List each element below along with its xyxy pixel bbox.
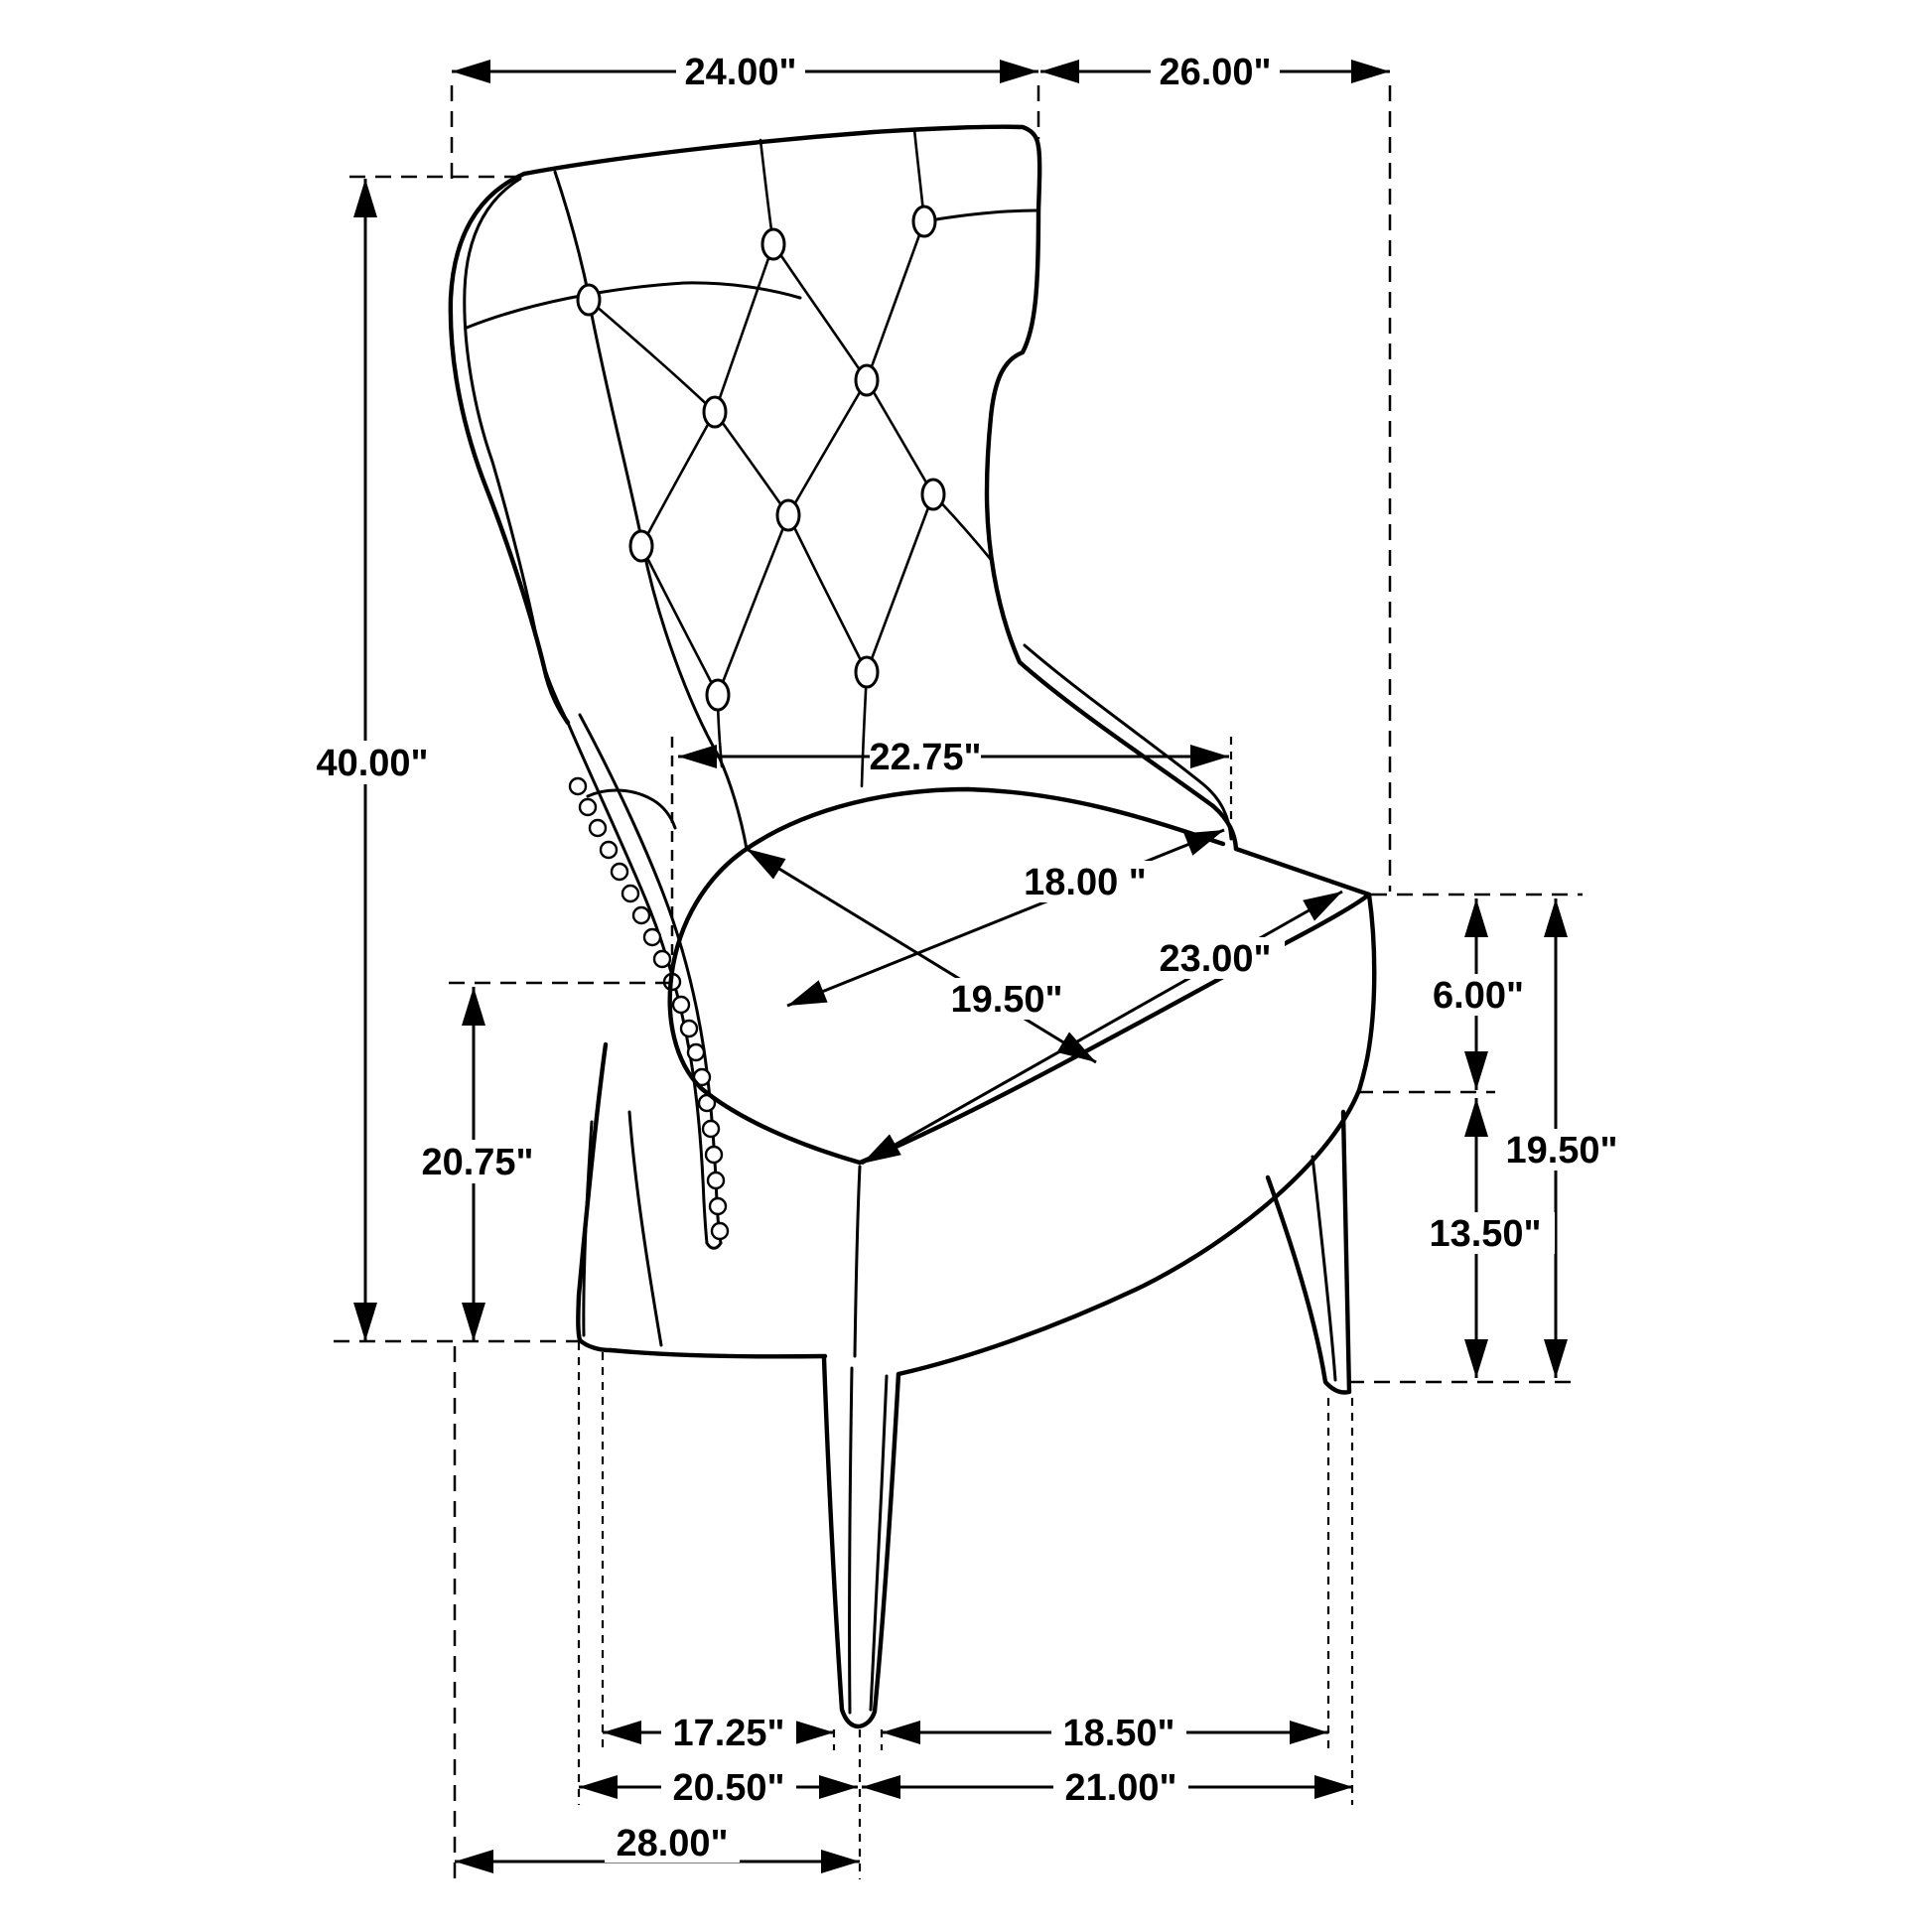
button (777, 500, 799, 530)
headrest-bottom-seam (467, 283, 800, 328)
button (856, 657, 878, 687)
button (578, 285, 600, 315)
chair-drawing (451, 127, 1374, 1726)
nailheads (570, 778, 728, 1239)
dim-26-label: 26.00" (1159, 52, 1272, 93)
skirt-bottom-left (611, 1350, 825, 1356)
dim-2275-label: 22.75" (869, 737, 982, 778)
body-right-and-bottom (898, 895, 1374, 1374)
back-top-edge (524, 127, 1039, 210)
left-leg (578, 1044, 661, 1350)
wing-right-piping (1025, 645, 1231, 839)
button (922, 480, 944, 509)
button (762, 229, 784, 259)
seat-corner-segment (1236, 849, 1369, 895)
dim-195-seat-label: 19.50" (950, 979, 1063, 1021)
dim-2800-label: 28.00" (616, 1823, 729, 1864)
button (707, 680, 729, 710)
corner-piping (855, 1167, 860, 1356)
dim-1350-label: 13.50" (1429, 1213, 1542, 1255)
dim-6-label: 6.00" (1433, 975, 1524, 1017)
wing-left-inner-roll (465, 179, 568, 723)
headrest-corner-fold (555, 172, 589, 296)
dim-2050-label: 20.50" (672, 1767, 785, 1809)
dim-195-right-label: 19.50" (1505, 1130, 1618, 1172)
dim-24-label: 24.00" (684, 52, 797, 93)
dim-1850-label: 18.50" (1062, 1713, 1175, 1754)
button (630, 531, 652, 561)
button (704, 397, 726, 427)
dimension-lines (365, 71, 1556, 1862)
button (856, 365, 878, 395)
seat-back-edge (747, 789, 1223, 849)
right-leg (1268, 1112, 1349, 1393)
headrest-right-seam (924, 210, 1036, 221)
button (913, 207, 935, 236)
dim-1725-label: 17.25" (672, 1713, 785, 1754)
dim-18-label: 18.00 " (1024, 862, 1147, 903)
dim-23-label: 23.00" (1159, 938, 1272, 980)
dim-40-label: 40.00" (316, 743, 429, 784)
dimension-labels (316, 52, 1617, 1864)
label-backgrounds (298, 52, 1631, 1863)
dim-2075-label: 20.75" (421, 1142, 534, 1183)
back-panel-left-boundary (589, 300, 747, 849)
dim-23-line (862, 892, 1342, 1164)
dim-2100-label: 21.00" (1064, 1767, 1177, 1809)
wing-right-outline (987, 210, 1236, 849)
front-leg (824, 1358, 898, 1726)
